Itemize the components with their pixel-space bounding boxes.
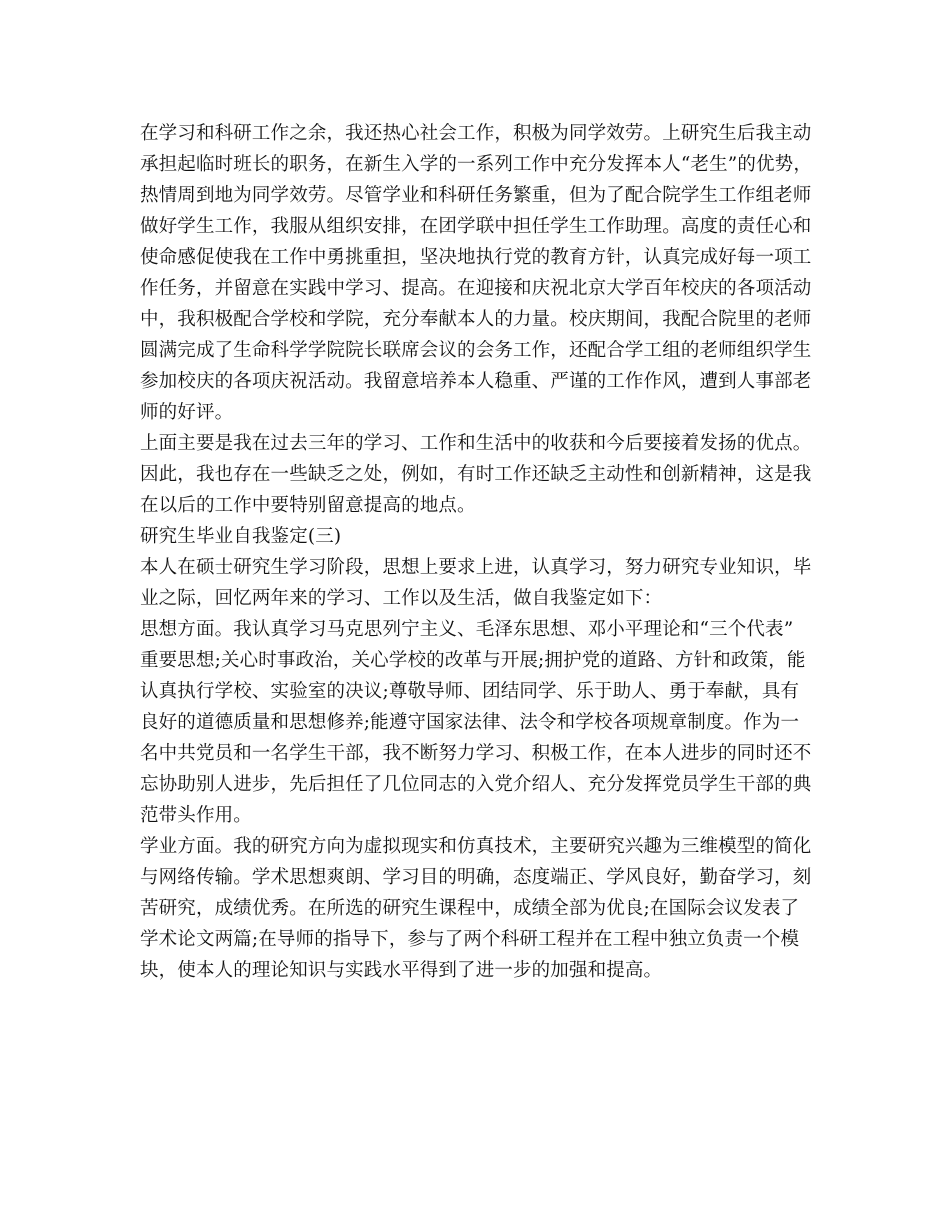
document-body	[140, 118, 820, 986]
text-line: 承担起临时班长的职务，在新生入学的一系列工作中充分发挥本人“老生”的优势，	[140, 154, 812, 175]
text-line: 做好学生工作，我服从组织安排，在团学联中担任学生工作助理。高度的责任心和	[140, 216, 812, 237]
text-line: 良好的道德质量和思想修养;能遵守国家法律、法令和学校各项规章制度。作为一	[140, 712, 800, 733]
text-line: 块，使本人的理论知识与实践水平得到了进一步的加强和提高。	[140, 960, 663, 981]
text-line: 业之际，回忆两年来的学习、工作以及生活，做自我鉴定如下：	[140, 588, 663, 609]
text-line: 苦研究，成绩优秀。在所选的研究生课程中，成绩全部为优良;在国际会议发表了	[140, 898, 800, 919]
text-line: 名中共党员和一名学生干部，我不断努力学习、积极工作，在本人进步的同时还不	[140, 743, 812, 764]
text-line: 参加校庆的各项庆祝活动。我留意培养本人稳重、严谨的工作作风，遭到人事部老	[140, 371, 812, 392]
text-line: 学业方面。我的研究方向为虚拟现实和仿真技术，主要研究兴趣为三维模型的简化	[140, 836, 812, 857]
text-line: 使命感促使我在工作中勇挑重担，坚决地执行党的教育方针，认真完成好每一项工	[140, 247, 812, 268]
text-line: 圆满完成了生命科学学院院长联席会议的会务工作，还配合学工组的老师组织学生	[140, 340, 812, 361]
text-line: 作任务，并留意在实践中学习、提高。在迎接和庆祝北京大学百年校庆的各项活动	[140, 278, 812, 299]
text-line: 在学习和科研工作之余，我还热心社会工作，积极为同学效劳。上研究生后我主动	[140, 123, 812, 144]
text-line: 忘协助别人进步，先后担任了几位同志的入党介绍人、充分发挥党员学生干部的典	[140, 774, 812, 795]
text-line: 思想方面。我认真学习马克思列宁主义、毛泽东思想、邓小平理论和“三个代表”	[140, 619, 794, 640]
text-line: 重要思想;关心时事政治，关心学校的改革与开展;拥护党的道路、方针和政策，能	[140, 650, 806, 671]
text-line: 师的好评。	[140, 402, 234, 423]
section-heading: 研究生毕业自我鉴定(三)	[140, 526, 342, 547]
text-line: 与网络传输。学术思想爽朗、学习目的明确，态度端正、学风良好，勤奋学习，刻	[140, 867, 812, 888]
text-line: 本人在硕士研究生学习阶段，思想上要求上进，认真学习，努力研究专业知识，毕	[140, 557, 812, 578]
text-line: 上面主要是我在过去三年的学习、工作和生活中的收获和今后要接着发扬的优点。	[140, 433, 812, 454]
text-line: 热情周到地为同学效劳。尽管学业和科研任务繁重，但为了配合院学生工作组老师	[140, 185, 812, 206]
text-line: 中，我积极配合学校和学院，充分奉献本人的力量。校庆期间，我配合院里的老师	[140, 309, 812, 330]
text-line: 学术论文两篇;在导师的指导下，参与了两个科研工程并在工程中独立负责一个模	[140, 929, 800, 950]
text-line: 因此，我也存在一些缺乏之处，例如，有时工作还缺乏主动性和创新精神，这是我	[140, 464, 812, 485]
text-line: 在以后的工作中要特别留意提高的地点。	[140, 495, 476, 516]
text-line: 认真执行学校、实验室的决议;尊敬导师、团结同学、乐于助人、勇于奉献，具有	[140, 681, 800, 702]
text-line: 范带头作用。	[140, 805, 252, 826]
